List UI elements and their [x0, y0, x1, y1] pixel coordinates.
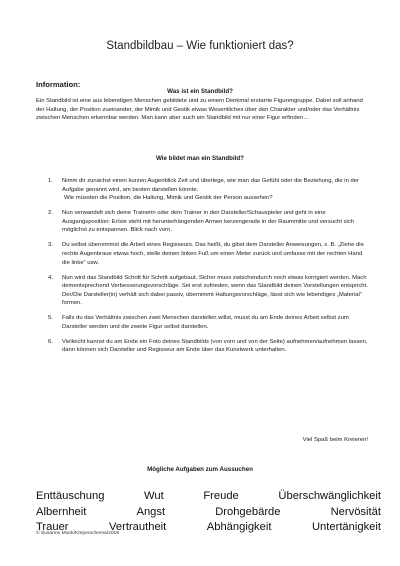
step-text: Nun wird das Standbild Schritt für Schritt aufgebaut. Sicher muss zwischendurch noch etwas korrigiert werden. Mach dementsprechend Verbesserungsvorschläge. Sei erst zufrieden, wenn das Standbild deinen Vorstellungen entspricht. Der/Die Darsteller(in) verhält sich dabei passiv, übernimmt Haltungsvorschläge, lässt sich wie lebendiges „Material“ formen.	[62, 274, 368, 307]
closing-line: Viel Spaß beim Kreieren!	[302, 437, 368, 443]
step-item	[48, 314, 370, 331]
step-item	[48, 241, 370, 267]
tasks-heading: Mögliche Aufgaben zum Aussuchen	[147, 466, 253, 473]
task-word: Albernheit	[36, 505, 87, 518]
step-item	[48, 274, 370, 308]
step-item	[48, 338, 370, 355]
task-word: Angst	[136, 505, 166, 518]
steps-list	[48, 177, 370, 361]
what-is-heading: Was ist ein Standbild?	[167, 88, 233, 95]
step-text: Falls du das Verhältnis zwischen zwei Menschen darstellen willst, musst du am Ende deines Arbeit selbst zum Darsteller werden und die zweite Figur selbst darstellen.	[62, 315, 349, 330]
step-text: Nun verwandelt sich deine Trainerin oder dein Trainer in den Darsteller/Schauspieler und geht in eine Ausgangsposition: Er/sie steht mit herunterhängenden Armen kerzengerade in der Raummitte und versucht sich möglichst zu entspannen. Blick nach vorn.	[62, 210, 355, 234]
information-heading: Information:	[36, 80, 81, 89]
task-word: Trauer	[36, 521, 69, 534]
word-row	[36, 489, 381, 505]
task-word: Wut	[144, 490, 164, 502]
how-to-heading: Wie bildet man ein Standbild?	[156, 155, 244, 162]
step-text: Nimm dir zunächst einen kurzen Augenblick Zeit und überlege, wie man das Gefühl oder die Beziehung, die in der Aufgabe genannt wird, am besten darstellen könnte.	[62, 178, 359, 193]
task-word-grid	[36, 489, 381, 536]
word-row	[36, 505, 381, 521]
step-number: 2.	[48, 210, 53, 217]
step-extra-text: Wie müssten die Position, die Haltung, Mimik und Gestik der Person aussehen?	[64, 195, 273, 202]
task-word: Nervösität	[330, 505, 381, 518]
task-word: Drohgebärde	[215, 505, 281, 518]
task-word: Enttäuschung	[36, 490, 105, 502]
step-number: 6.	[48, 338, 53, 345]
task-word: Abhängigkeit	[206, 521, 272, 534]
step-number: 5.	[48, 315, 53, 322]
page-title: Standbildbau – Wie funktioniert das?	[106, 40, 294, 52]
step-text: Du selbst übernimmst die Arbeit eines Regisseurs. Das heißt, du gibst dem Darsteller Anweisungen, z. B. „Ziehe die rechte Augenbraue etwas hoch, stelle deinen linken Fuß um einen Meter zurück und umfasse mit der rechten Hand die linke“ usw.	[62, 242, 364, 266]
task-word: Freude	[203, 490, 239, 502]
step-number: 1.	[48, 178, 53, 184]
step-text: Vielleicht kannst du am Ende ein Foto deines Standbilds (von vorn und von der Seite) aufnehmen/aufnehmen lassen, dann können sich Darsteller und Regisseur am Ende über das Kunstwerk unterhalten.	[62, 338, 368, 354]
step-number: 4.	[48, 274, 53, 281]
step-item	[48, 209, 370, 235]
task-word: Vertrautheit	[109, 521, 167, 534]
copyright-footer: © Susanne Munk/Körperschema/2019	[36, 531, 119, 536]
step-number: 3.	[48, 242, 53, 249]
step-item	[48, 177, 370, 203]
task-word: Untertänigkeit	[311, 521, 381, 534]
task-word: Überschwänglichkeit	[278, 490, 381, 502]
intro-paragraph: Ein Standbild ist eine aus lebendigen Menschen gebildete und zu einem Denkmal erstarrte Figurengruppe. Dabei soll anhand der Haltung, der Position zueinander, der Mimik und Gestik etwas Wesentliches über den Charakter und/oder das Verhältnis zwischen Menschen erkennbar werden. Man kann aber auch ein Standbild mit nur einer Figur erfinden…	[36, 98, 363, 122]
